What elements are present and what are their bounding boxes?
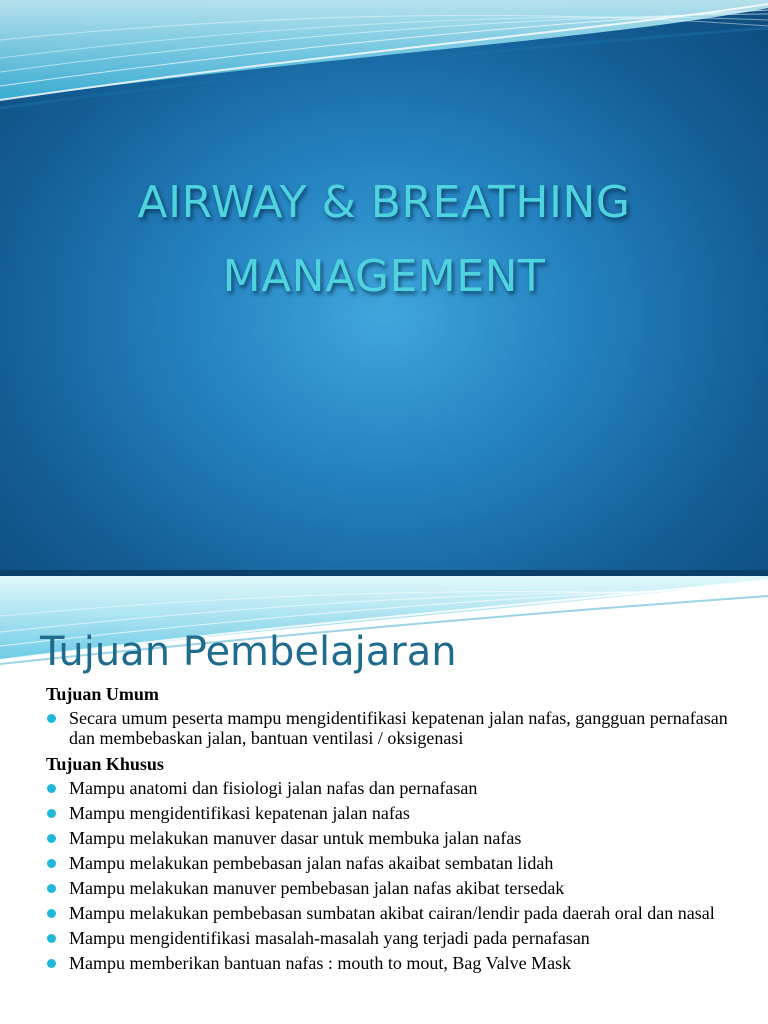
bullet-icon bbox=[47, 809, 56, 818]
list-item bbox=[46, 903, 758, 923]
slide-title bbox=[24, 166, 744, 314]
list-item bbox=[46, 778, 758, 798]
list-item-text: Mampu mengidentifikasi kepatenan jalan nafas bbox=[69, 803, 410, 823]
slide-title-line-1: AIRWAY & BREATHING bbox=[137, 177, 631, 228]
bullet-icon bbox=[47, 714, 56, 723]
objectives-content bbox=[46, 684, 758, 979]
list-item-text: Mampu anatomi dan fisiologi jalan nafas dan pernafasan bbox=[69, 778, 478, 798]
list-item bbox=[46, 708, 758, 748]
bullet-icon bbox=[47, 934, 56, 943]
list-item-text: Secara umum peserta mampu mengidentifikasi kepatenan jalan nafas, gangguan pernafasan dan membebaskan jalan, bantuan ventilasi / oksigenasi bbox=[69, 708, 728, 748]
wave-decoration bbox=[0, 0, 768, 110]
list-item bbox=[46, 953, 758, 973]
general-objective-list bbox=[46, 708, 758, 748]
list-item-text: Mampu memberikan bantuan nafas : mouth to mout, Bag Valve Mask bbox=[69, 953, 572, 973]
list-item bbox=[46, 828, 758, 848]
objectives-slide bbox=[0, 576, 768, 1024]
list-item bbox=[46, 878, 758, 898]
list-item bbox=[46, 853, 758, 873]
list-item-text: Mampu melakukan pembebasan sumbatan akibat cairan/lendir pada daerah oral dan nasal bbox=[69, 903, 715, 923]
bullet-icon bbox=[47, 784, 56, 793]
list-item-text: Mampu melakukan manuver pembebasan jalan nafas akibat tersedak bbox=[69, 878, 565, 898]
slide-title-line-2: MANAGEMENT bbox=[222, 251, 546, 302]
list-item-text: Mampu mengidentifikasi masalah-masalah yang terjadi pada pernafasan bbox=[69, 928, 590, 948]
list-item bbox=[46, 928, 758, 948]
section-title: Tujuan Pembelajaran bbox=[40, 629, 457, 675]
specific-objective-heading: Tujuan Khusus bbox=[46, 754, 164, 774]
general-objective-heading: Tujuan Umum bbox=[46, 684, 159, 704]
list-item bbox=[46, 803, 758, 823]
bullet-icon bbox=[47, 884, 56, 893]
bullet-icon bbox=[47, 959, 56, 968]
bullet-icon bbox=[47, 859, 56, 868]
specific-objective-list bbox=[46, 778, 758, 973]
bullet-icon bbox=[47, 909, 56, 918]
list-item-text: Mampu melakukan manuver dasar untuk membuka jalan nafas bbox=[69, 828, 522, 848]
bullet-icon bbox=[47, 834, 56, 843]
list-item-text: Mampu melakukan pembebasan jalan nafas akaibat sembatan lidah bbox=[69, 853, 554, 873]
